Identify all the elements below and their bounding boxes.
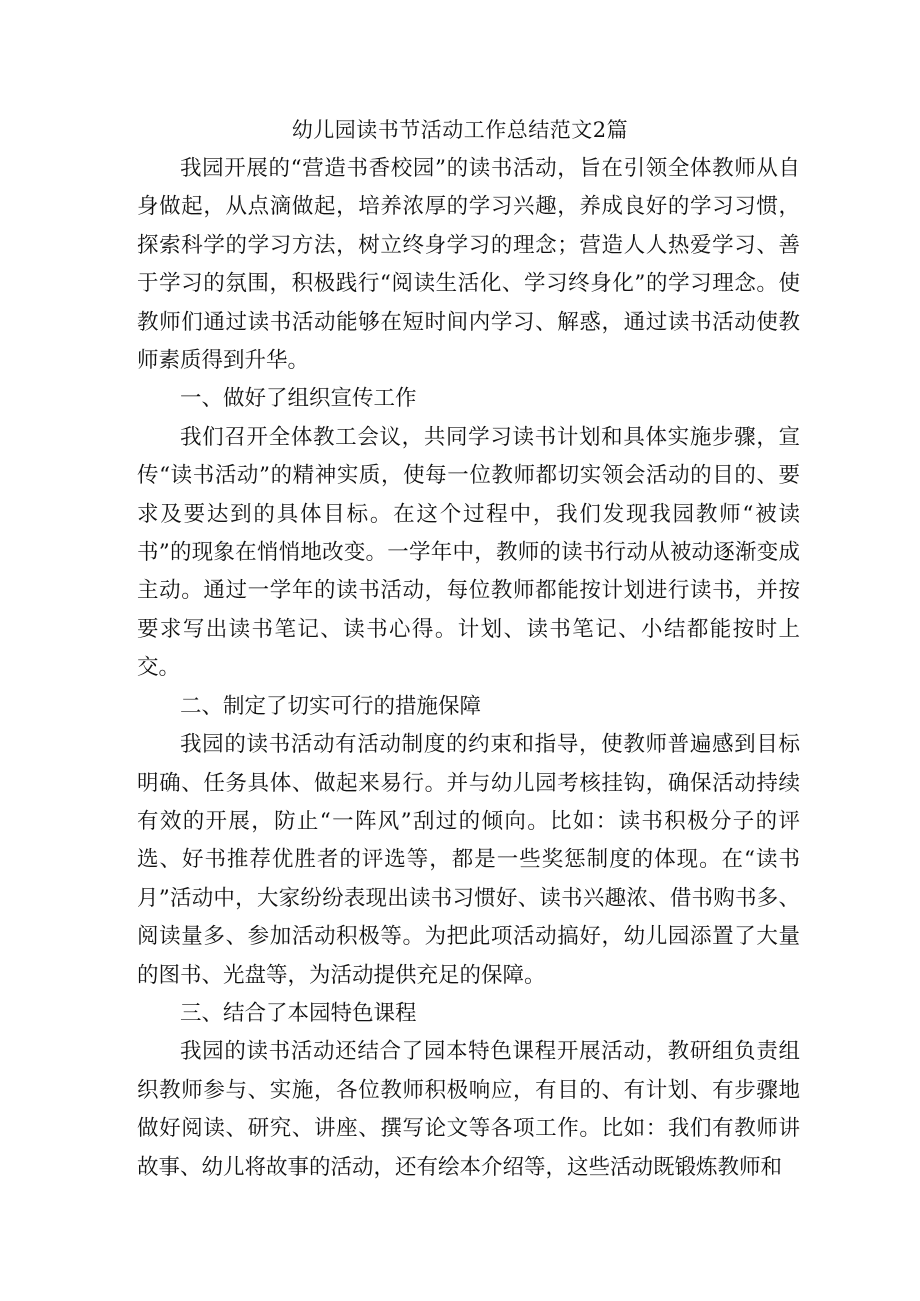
paragraph-section-2: 我园的读书活动有活动制度的约束和指导，使教师普遍感到目标明确、任务具体、做起来易行。并与幼儿园考核挂钩，确保活动持续有效的开展，防止“一阵风”刮过的倾向。比如：读书积极分子的评选、好书推荐优胜者的评选等，都是一些奖惩制度的体现。在“读书月”活动中，大家纷纷表现出读书习惯好、读书兴趣浓、借书购书多、阅读量多、参加活动积极等。为把此项活动搞好，幼儿园添置了大量的图书、光盘等，为活动提供充足的保障。: [137, 732, 800, 988]
paragraph-intro: 我园开展的“营造书香校园”的读书活动，旨在引领全体教师从自身做起，从点滴做起，培养浓厚的学习兴趣，养成良好的学习习惯，探索科学的学习方法，树立终身学习的理念；营造人人热爱学习、善于学习的氛围，积极践行“阅读生活化、学习终身化”的学习理念。使教师们通过读书活动能够在短时间内学习、解惑，通过读书活动使教师素质得到升华。: [137, 156, 800, 374]
paragraph-section-3: 我园的读书活动还结合了园本特色课程开展活动，教研组负责组织教师参与、实施，各位教师积极响应，有目的、有计划、有步骤地做好阅读、研究、讲座、撰写论文等各项工作。比如：我们有教师讲故事、幼儿将故事的活动，还有绘本介绍等，这些活动既锻炼教师和: [137, 1039, 800, 1180]
section-heading-3: 三、结合了本园特色课程: [180, 1000, 417, 1026]
document-title: 幼儿园读书节活动工作总结范文2篇: [291, 118, 629, 142]
document-body: [137, 150, 800, 1187]
section-heading-2: 二、制定了切实可行的措施保障: [180, 693, 482, 719]
paragraph-section-1: 我们召开全体教工会议，共同学习读书计划和具体实施步骤，宣传“读书活动”的精神实质，使每一位教师都切实领会活动的目的、要求及要达到的具体目标。在这个过程中，我们发现我园教师“被读书”的现象在悄悄地改变。一学年中，教师的读书行动从被动逐渐变成主动。通过一学年的读书活动，每位教师都能按计划进行读书，并按要求写出读书笔记、读书心得。计划、读书笔记、小结都能按时上交。: [137, 424, 800, 681]
section-heading-1: 一、做好了组织宣传工作: [180, 386, 417, 412]
